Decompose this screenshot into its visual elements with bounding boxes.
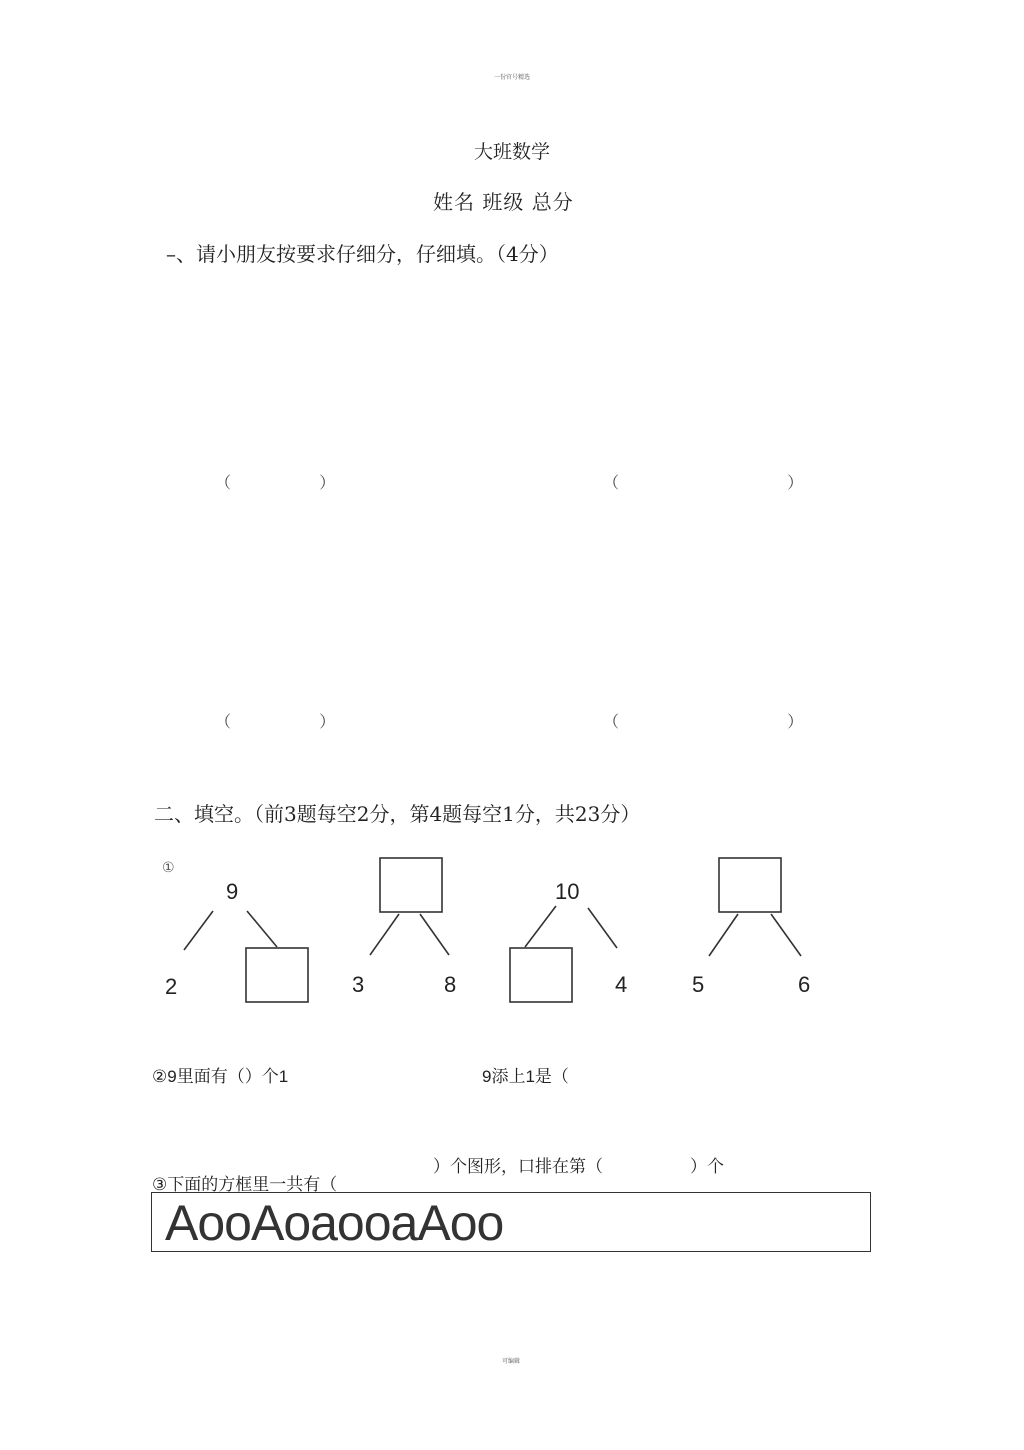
blank-close: ） — [787, 712, 804, 731]
tree4-left-number: 5 — [692, 972, 705, 997]
footer-note: 可编辑 — [502, 1358, 521, 1365]
tree1-branch-left — [184, 911, 213, 950]
blank-open: （ — [603, 712, 620, 731]
tree3-answer-box — [510, 948, 572, 1002]
question3-part-b: ）个图形，口排在第（ — [433, 1157, 603, 1176]
blank-open: （ — [215, 712, 232, 731]
tree3-top-number: 10 — [555, 879, 580, 904]
tree2-left-number: 3 — [352, 972, 365, 997]
blank-close: ） — [787, 473, 804, 492]
tree4-answer-box — [719, 858, 781, 912]
header-note: 一份官号精选 — [494, 74, 531, 81]
tree4-branch-right — [771, 914, 801, 956]
blank-open: （ — [603, 473, 620, 492]
blank-close: ） — [319, 473, 336, 492]
question2-part-a: ②9里面有（）个1 — [152, 1067, 289, 1086]
tree1-left-number: 2 — [165, 974, 178, 999]
question3-part-c: ）个 — [690, 1157, 724, 1176]
page-title: 大班数学 — [474, 141, 551, 163]
tree2-right-number: 8 — [444, 972, 457, 997]
tree4-branch-left — [709, 914, 738, 956]
student-info-line: 姓名 班级 总分 — [433, 190, 574, 214]
tree1-top-number: 9 — [226, 879, 239, 904]
question3-part-a: ③下面的方框里一共有（ — [152, 1175, 338, 1194]
section2-heading: 二、填空。（前3题每空2分，第4题每空1分，共23分） — [154, 802, 641, 826]
question1-marker: ① — [162, 860, 175, 876]
tree2-branch-right — [420, 914, 449, 955]
section1-heading: –、请小朋友按要求仔细分，仔细填。（4分） — [166, 242, 559, 266]
blank-open: （ — [215, 473, 232, 492]
tree1-branch-right — [247, 911, 277, 947]
tree3-right-number: 4 — [615, 972, 628, 997]
blank-close: ） — [319, 712, 336, 731]
tree3-branch-right — [588, 908, 617, 948]
tree1-answer-box — [246, 948, 308, 1002]
question2-part-b: 9添上1是（ — [482, 1067, 569, 1086]
shape-sequence-box — [151, 1192, 871, 1252]
tree2-branch-left — [370, 914, 399, 955]
shape-sequence: AooAoaooaAoo — [165, 1195, 504, 1251]
tree3-branch-left — [525, 906, 556, 947]
tree4-right-number: 6 — [798, 972, 811, 997]
tree2-answer-box — [380, 858, 442, 912]
